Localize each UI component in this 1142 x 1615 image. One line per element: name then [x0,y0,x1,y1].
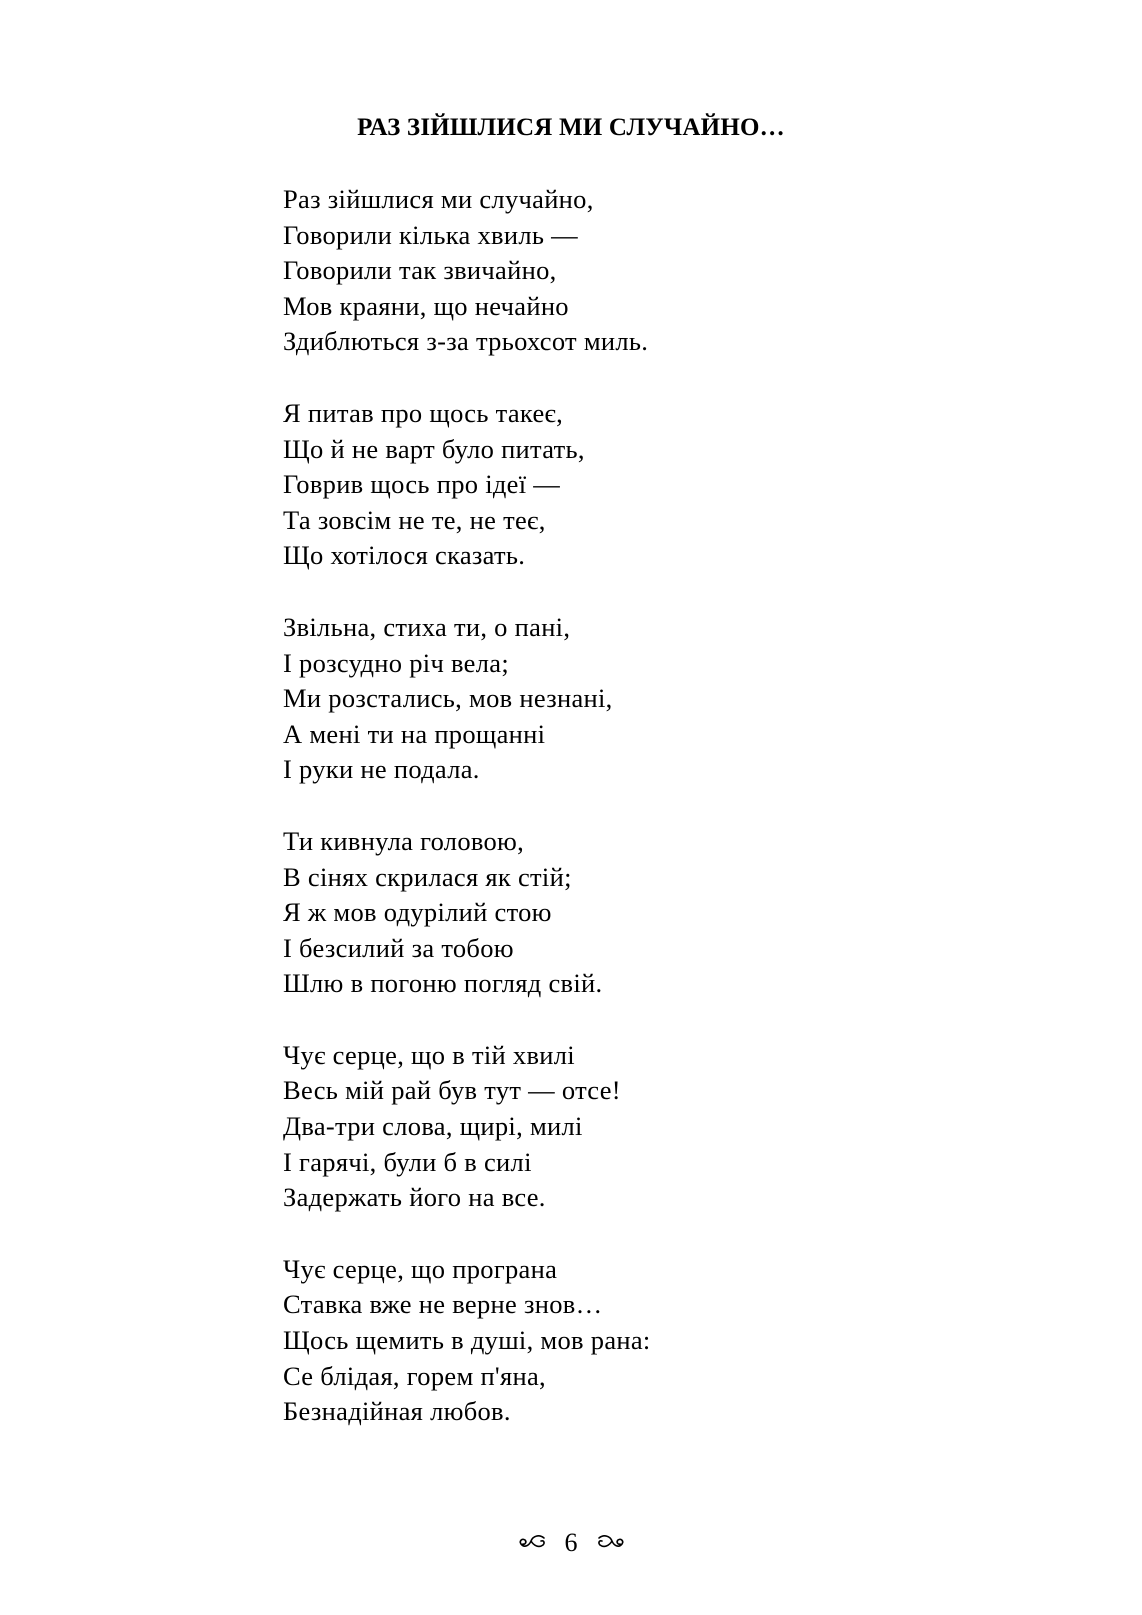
stanza-6 [283,1252,983,1430]
poem-line: Чує серце, що в тій хвилі [283,1039,575,1070]
poem-line: І розсудно річ вела; [283,647,509,678]
stanza-3 [283,610,983,788]
left-flourish-icon [517,1532,547,1554]
poem-line: Говрив щось про ідеї — [283,469,561,500]
right-flourish-icon [596,1532,626,1554]
poem-line: Се блідая, горем п'яна, [283,1360,546,1391]
page-footer [0,1528,1142,1558]
poem-line: Я ж мов одурілий стою [283,897,552,928]
poem-line: Щось щемить в душі, мов рана: [283,1325,651,1356]
stanza-5 [283,1038,983,1216]
stanza-4 [283,824,983,1002]
poem-line: Говорили кілька хвиль — [283,219,578,250]
poem-line: Звільна, стиха ти, о пані, [283,611,571,642]
poem-line: Шлю в погоню погляд свій. [283,968,603,999]
poem-line: І гарячі, були б в силі [283,1146,532,1177]
poem-line: Здиблються з-за трьохсот миль. [283,326,649,357]
poem-line: В сінях скрилася як стій; [283,861,572,892]
poem-line: Я питав про щось такеє, [283,397,564,428]
poem-line: Ми розстались, мов незнані, [283,683,613,714]
poem-line: І безсилий за тобою [283,932,514,963]
stanza-1 [283,182,983,360]
poem-line: Раз зійшлися ми случайно, [283,184,594,214]
poem-line: Мов краяни, що нечайно [283,290,569,321]
poem-line: А мені ти на прощанні [283,718,546,749]
poem-body [283,182,983,1466]
poem-line: Ставка вже не верне знов… [283,1289,603,1320]
poem-line: Та зовсім не те, не теє, [283,504,546,535]
poem-line: Що хотілося сказать. [283,540,526,571]
poem-line: Задержать його на все. [283,1182,546,1213]
stanza-2 [283,396,983,574]
poem-line: Два-три слова, щирі, милі [283,1111,583,1142]
poem-line: Весь мій рай був тут — отсе! [283,1075,621,1106]
poem-line: Говорили так звичайно, [283,255,557,286]
page-number: 6 [564,1528,578,1557]
poem-line: І руки не подала. [283,754,480,785]
poem-title: РАЗ ЗІЙШЛИСЯ МИ СЛУЧАЙНО… [357,114,785,141]
poem-line: Ти кивнула головою, [283,825,525,856]
poem-line: Безнадійная любов. [283,1396,511,1427]
poem-line: Що й не варт було питать, [283,433,585,464]
poem-line: Чує серце, що програна [283,1253,558,1284]
